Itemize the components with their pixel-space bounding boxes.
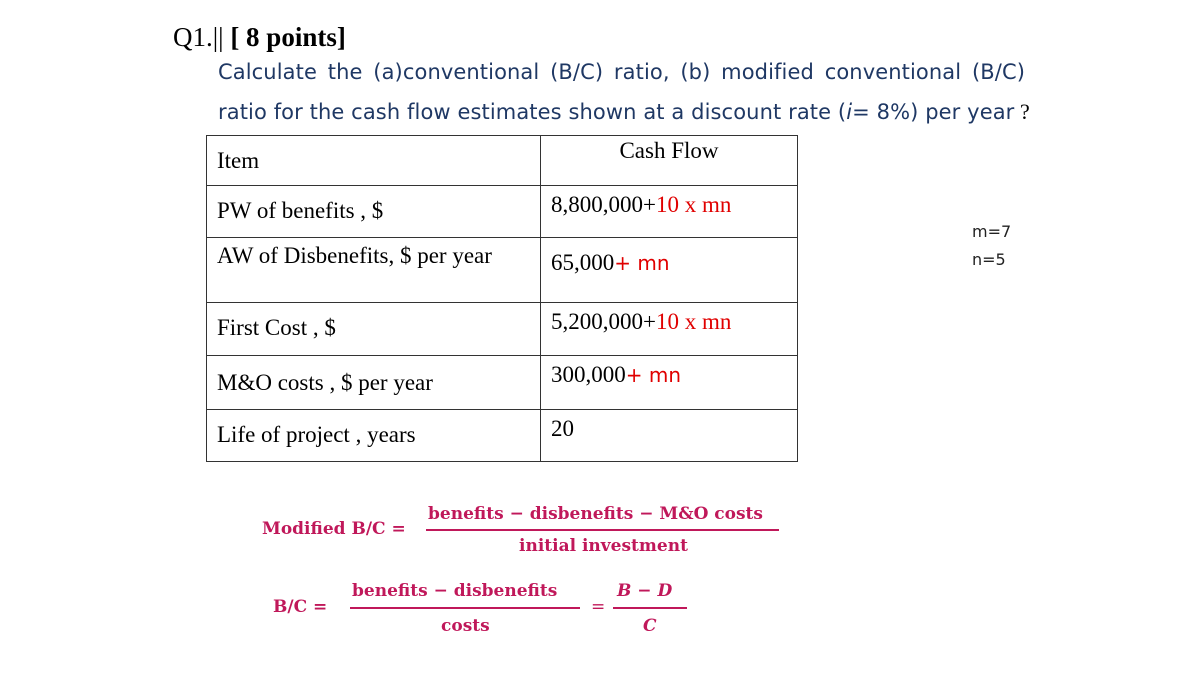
row-item: First Cost , $ (207, 303, 541, 356)
bc-label: B/C = (273, 597, 328, 617)
row-value-extra: + mn (625, 363, 682, 387)
cash-flow-table (206, 135, 798, 462)
bc-short-numerator: B − D (617, 581, 673, 601)
side-note-m: m=7 (972, 222, 1012, 241)
row-value-extra: 10 x mn (655, 309, 732, 334)
table-row (207, 410, 798, 462)
row-value (541, 238, 798, 303)
modified-bc-label: Modified B/C = (262, 519, 406, 539)
question-points: [ 8 points] (230, 22, 346, 52)
instruction-line-2 (218, 99, 1030, 125)
side-note-n: n=5 (972, 250, 1006, 269)
modified-bc-fraction-bar (426, 529, 779, 531)
instruction-line-2-post: = 8%) per year (852, 100, 1015, 124)
row-value-base: 300,000 (551, 362, 626, 387)
row-value-base: 8,800,000+ (551, 192, 656, 217)
modified-bc-denominator: initial investment (519, 536, 688, 556)
row-value (541, 356, 798, 410)
table-row (207, 238, 798, 303)
row-value-base: 20 (551, 416, 574, 441)
row-item: M&O costs , $ per year (207, 356, 541, 410)
bc-fraction-bar (350, 607, 580, 609)
table-header-item: Item (207, 136, 541, 186)
row-value-base: 65,000 (551, 250, 615, 275)
instruction-rate-variable: i (846, 100, 853, 124)
table-row (207, 356, 798, 410)
bc-denominator: costs (441, 616, 490, 636)
row-item: Life of project , years (207, 410, 541, 462)
row-value-extra: + mn (614, 251, 670, 275)
row-value (541, 303, 798, 356)
question-header (173, 22, 346, 53)
modified-bc-numerator: benefits − disbenefits − M&O costs (428, 504, 763, 524)
bc-equals: = (591, 597, 606, 617)
instruction-line-2-pre: ratio for the cash flow estimates shown at a discount rate ( (218, 100, 847, 124)
row-value (541, 186, 798, 238)
bc-short-denominator: C (643, 616, 657, 636)
table-row (207, 186, 798, 238)
bc-numerator: benefits − disbenefits (352, 581, 558, 601)
bc-short-fraction-bar (613, 607, 687, 609)
row-value-base: 5,200,000+ (551, 309, 656, 334)
table-row (207, 303, 798, 356)
table-header-row (207, 136, 798, 186)
question-number: Q1.|| (173, 22, 224, 52)
table-header-value: Cash Flow (541, 136, 798, 186)
instruction-line-2-tail: ? (1014, 99, 1030, 124)
instruction-line-1: Calculate the (a)conventional (B/C) ratio, (b) modified conventional (B/C) (218, 60, 1025, 84)
row-value (541, 410, 798, 462)
row-item: AW of Disbenefits, $ per year (207, 238, 541, 303)
row-value-extra: 10 x mn (655, 192, 732, 217)
row-item: PW of benefits , $ (207, 186, 541, 238)
